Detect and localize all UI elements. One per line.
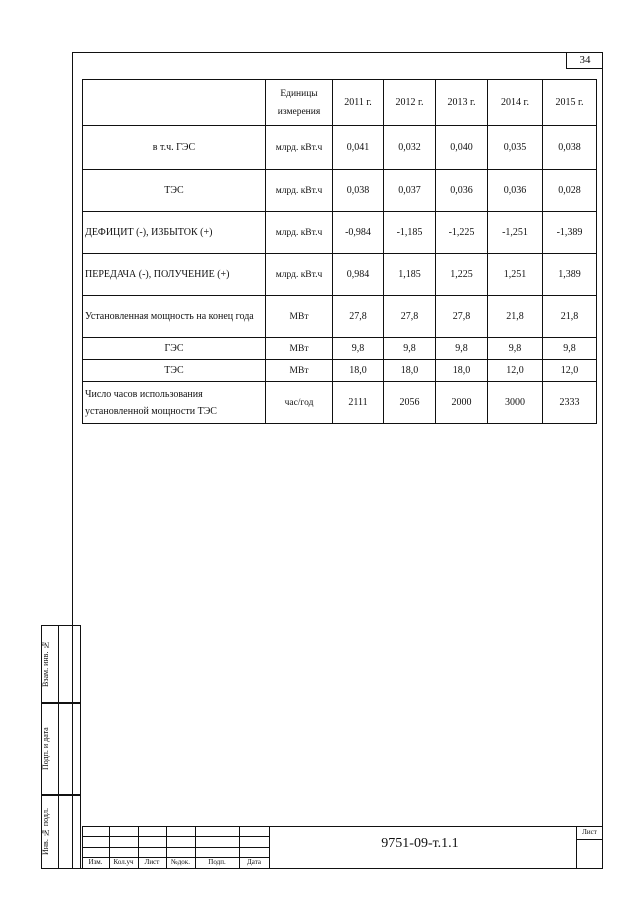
value-cell: 9,8 xyxy=(436,338,488,360)
value-cell: 0,041 xyxy=(333,126,384,170)
row-units-cell: млрд. кВт.ч xyxy=(266,170,333,212)
row-label-cell: Установленная мощность на конец года xyxy=(83,296,266,338)
row-label-cell: ГЭС xyxy=(83,338,266,360)
value-cell: 18,0 xyxy=(384,360,436,382)
tb-col-podp: Подп. xyxy=(208,858,226,866)
stamp-podp-data: Подп. и дата xyxy=(41,727,50,771)
header-year-cell: 2011 г. xyxy=(333,80,384,126)
table-row xyxy=(83,382,597,424)
value-cell: 12,0 xyxy=(543,360,597,382)
value-cell: 0,038 xyxy=(333,170,384,212)
value-cell: 0,040 xyxy=(436,126,488,170)
value-cell: 0,032 xyxy=(384,126,436,170)
value-cell: 1,185 xyxy=(384,254,436,296)
value-cell: 2333 xyxy=(543,382,597,424)
value-cell: 27,8 xyxy=(333,296,384,338)
table-header-row xyxy=(83,80,597,126)
row-label-cell: ДЕФИЦИТ (-), ИЗБЫТОК (+) xyxy=(83,212,266,254)
tb-col-list: Лист xyxy=(144,858,160,866)
value-cell: 18,0 xyxy=(333,360,384,382)
tb-col-data: Дата xyxy=(247,858,261,866)
value-cell: 0,035 xyxy=(488,126,543,170)
stamp-vzam-inv: Взам. инв. № xyxy=(41,640,50,688)
value-cell: 1,389 xyxy=(543,254,597,296)
row-units-cell: млрд. кВт.ч xyxy=(266,254,333,296)
header-year-cell: 2013 г. xyxy=(436,80,488,126)
row-label-cell: ТЭС xyxy=(83,170,266,212)
value-cell: 9,8 xyxy=(333,338,384,360)
table-row xyxy=(83,254,597,296)
row-units-cell: МВт xyxy=(266,360,333,382)
value-cell: 21,8 xyxy=(543,296,597,338)
tb-col-izm: Изм. xyxy=(88,858,103,866)
value-cell: 1,251 xyxy=(488,254,543,296)
value-cell: -0,984 xyxy=(333,212,384,254)
value-cell: 18,0 xyxy=(436,360,488,382)
table-row xyxy=(83,170,597,212)
row-label-cell: в т.ч. ГЭС xyxy=(83,126,266,170)
value-cell: 0,984 xyxy=(333,254,384,296)
row-label-cell: Число часов использования установленной мощности ТЭС xyxy=(83,382,266,424)
value-cell: 0,028 xyxy=(543,170,597,212)
header-label-cell xyxy=(83,80,266,126)
value-cell: 1,225 xyxy=(436,254,488,296)
value-cell: 0,036 xyxy=(488,170,543,212)
table-row xyxy=(83,360,597,382)
value-cell: 0,038 xyxy=(543,126,597,170)
header-year-cell: 2015 г. xyxy=(543,80,597,126)
value-cell: 2000 xyxy=(436,382,488,424)
value-cell: 27,8 xyxy=(436,296,488,338)
document-code: 9751-09-т.1.1 xyxy=(381,836,459,851)
row-label-cell: ПЕРЕДАЧА (-), ПОЛУЧЕНИЕ (+) xyxy=(83,254,266,296)
data-table xyxy=(82,79,597,424)
approval-stamp xyxy=(41,625,81,869)
row-units-cell: МВт xyxy=(266,338,333,360)
value-cell: -1,225 xyxy=(436,212,488,254)
table-row xyxy=(83,338,597,360)
row-units-cell: час/год xyxy=(266,382,333,424)
value-cell: -1,185 xyxy=(384,212,436,254)
value-cell: 12,0 xyxy=(488,360,543,382)
value-cell: 0,037 xyxy=(384,170,436,212)
value-cell: 9,8 xyxy=(384,338,436,360)
value-cell: 27,8 xyxy=(384,296,436,338)
value-cell: 21,8 xyxy=(488,296,543,338)
sheet-label: Лист xyxy=(582,828,597,836)
row-label-cell: ТЭС xyxy=(83,360,266,382)
value-cell: 3000 xyxy=(488,382,543,424)
row-units-cell: МВт xyxy=(266,296,333,338)
value-cell: -1,251 xyxy=(488,212,543,254)
value-cell: 2056 xyxy=(384,382,436,424)
header-year-cell: 2012 г. xyxy=(384,80,436,126)
row-units-cell: млрд. кВт.ч xyxy=(266,212,333,254)
table-row xyxy=(83,126,597,170)
tb-col-kolvo: Кол.уч xyxy=(113,858,134,866)
value-cell: 9,8 xyxy=(488,338,543,360)
row-units-cell: млрд. кВт.ч xyxy=(266,126,333,170)
table-row xyxy=(83,212,597,254)
tb-col-ndok: №док. xyxy=(171,858,190,866)
value-cell: -1,389 xyxy=(543,212,597,254)
value-cell: 2111 xyxy=(333,382,384,424)
stamp-inv-podl: Инв. № подл. xyxy=(41,808,50,856)
value-cell: 9,8 xyxy=(543,338,597,360)
value-cell: 0,036 xyxy=(436,170,488,212)
page-number: 34 xyxy=(566,52,603,69)
table-row xyxy=(83,296,597,338)
header-year-cell: 2014 г. xyxy=(488,80,543,126)
header-units-cell: Единицы измерения xyxy=(266,80,333,126)
